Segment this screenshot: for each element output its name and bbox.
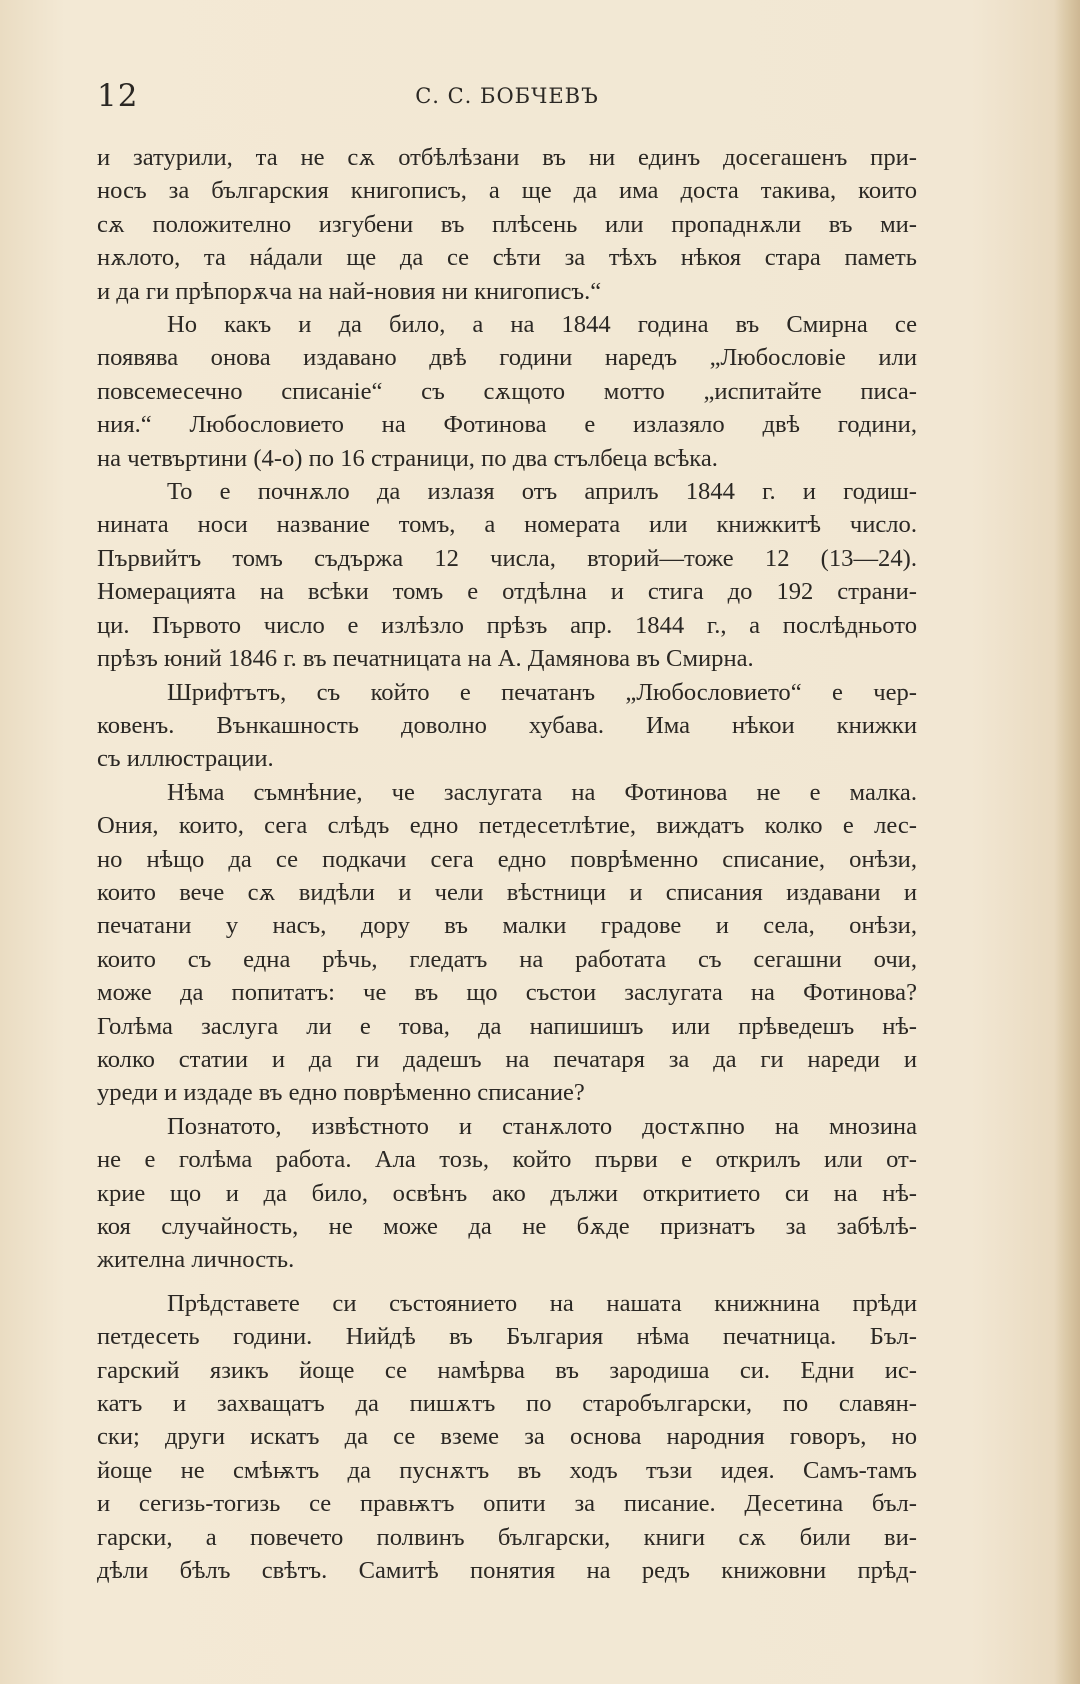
text-line: Нѣма съмнѣние, че заслугата на Фотинова не е малка. (167, 778, 917, 806)
text-line: гарски, а повечето полвинъ български, книги сѫ били ви- (97, 1523, 917, 1551)
text-line: То е почнѫло да излазя отъ априлъ 1844 г. и годиш- (167, 478, 917, 506)
text-line: и сегизь-тогизь се правѭтъ опити за писание. Десетина бъл- (97, 1490, 917, 1518)
text-line: Голѣма заслуга ли е това, да напишишъ или прѣведешъ нѣ- (97, 1012, 917, 1040)
text-line: Но какъ и да било, а на 1844 година въ Смирна се (167, 311, 917, 339)
text-line: носъ за българския книгописъ, а ще да има доста такива, които (97, 177, 917, 205)
text-line: нѫлото, та нáдали ще да се сѣти за тѣхъ нѣкоя стара паметь (97, 244, 917, 272)
page-header (97, 78, 917, 118)
text-line: гарский язикъ йоще се намѣрва въ зародиша си. Едни ис- (97, 1356, 917, 1384)
text-line: но нѣщо да се подкачи сега едно поврѣменно списание, онѣзи, (97, 845, 917, 873)
text-line: повсемесечно списаніе“ съ сѫщото мотто „испитайте писа- (97, 377, 917, 405)
body-text (97, 141, 917, 1587)
text-line: Ония, които, сега слѣдъ едно петдесетлѣтие, виждатъ колко е лес- (97, 812, 917, 840)
paragraph (97, 141, 917, 308)
text-line: жителна личность. (97, 1246, 295, 1274)
running-head-author: С. С. БОБЧЕВЪ (415, 84, 599, 108)
paragraph (97, 308, 917, 475)
text-line: не е голѣма работа. Ала тозь, който първи е открилъ или от- (97, 1146, 917, 1174)
text-line: ци. Първото число е излѣзло прѣзъ апр. 1844 г., а послѣдньото (97, 611, 917, 639)
page-edge-shadow (1054, 0, 1080, 1684)
text-line: печатани у насъ, дору въ малки градове и села, онѣзи, (97, 912, 917, 940)
text-line: колко статии и да ги дадешъ на печатаря за да ги нареди и (97, 1045, 917, 1073)
paragraph-gap (97, 1277, 917, 1287)
text-line: съ иллюстрации. (97, 745, 274, 773)
text-line: появява онова издавано двѣ години наредъ „Любословіе или (97, 344, 917, 372)
text-line: дѣли бѣлъ свѣтъ. Самитѣ понятия на редъ книжовни прѣд- (97, 1557, 917, 1585)
text-line: на четвъртини (4-о) по 16 страници, по два стълбеца всѣка. (97, 444, 718, 472)
text-line: Познатото, извѣстното и станѫлото достѫпно на мнозина (167, 1112, 917, 1140)
paragraph (97, 1110, 917, 1277)
text-line: Номерацията на всѣки томъ е отдѣлна и стига до 192 страни- (97, 578, 917, 606)
text-line: и затурили, та не сѫ отбѣлѣзани въ ни единъ досегашенъ при- (97, 144, 917, 171)
text-line: катъ и захващатъ да пишѫтъ по старобългарски, по славян- (97, 1390, 917, 1418)
text-line: йоще не смѣѭтъ да пуснѫтъ въ ходъ тъзи идея. Самъ-тамъ (97, 1456, 917, 1484)
text-line: коя случайность, не може да не бѫде признатъ за забѣлѣ- (97, 1213, 917, 1240)
text-line: Прѣдставете си състоянието на нашата книжнина прѣди (167, 1289, 917, 1317)
text-line: които съ една рѣчь, гледатъ на работата съ сегашни очи, (97, 945, 917, 973)
text-line: които вече сѫ видѣли и чели вѣстници и списания издавани и (97, 878, 917, 906)
text-line: и да ги прѣпорѫча на най-новия ни книгописъ.“ (97, 277, 602, 305)
text-line: ковенъ. Вънкашность доволно хубава. Има нѣкои книжки (97, 711, 917, 739)
text-line: Шрифтътъ, съ който е печатанъ „Любословието“ е чер- (167, 678, 917, 706)
paragraph (97, 475, 917, 675)
text-line: Първийтъ томъ съдържа 12 числа, вторий—тоже 12 (13—24). (97, 544, 917, 572)
text-line: нината носи название томъ, а номерата или книжкитѣ число. (97, 511, 917, 539)
text-line: може да попитатъ: че въ що състои заслугата на Фотинова? (97, 979, 917, 1007)
paragraph (97, 676, 917, 776)
text-line: крие що и да било, освѣнъ ако дължи откритието си на нѣ- (97, 1179, 917, 1207)
paragraph (97, 776, 917, 1110)
text-line: петдесеть години. Нийдѣ въ България нѣма печатница. Бъл- (97, 1323, 917, 1351)
text-line: ния.“ Любословието на Фотинова е излазяло двѣ години, (97, 411, 917, 439)
page-number: 12 (97, 78, 139, 114)
text-line: ски; други искатъ да се вземе за основа народния говоръ, но (97, 1423, 917, 1451)
text-line: прѣзъ юний 1846 г. въ печатницата на А. Дамянова въ Смирна. (97, 645, 754, 673)
paragraph (97, 1287, 917, 1588)
text-line: уреди и издаде въ едно поврѣменно списание? (97, 1079, 585, 1107)
text-line: сѫ положително изгубени въ плѣсень или пропаднѫли въ ми- (97, 210, 917, 238)
